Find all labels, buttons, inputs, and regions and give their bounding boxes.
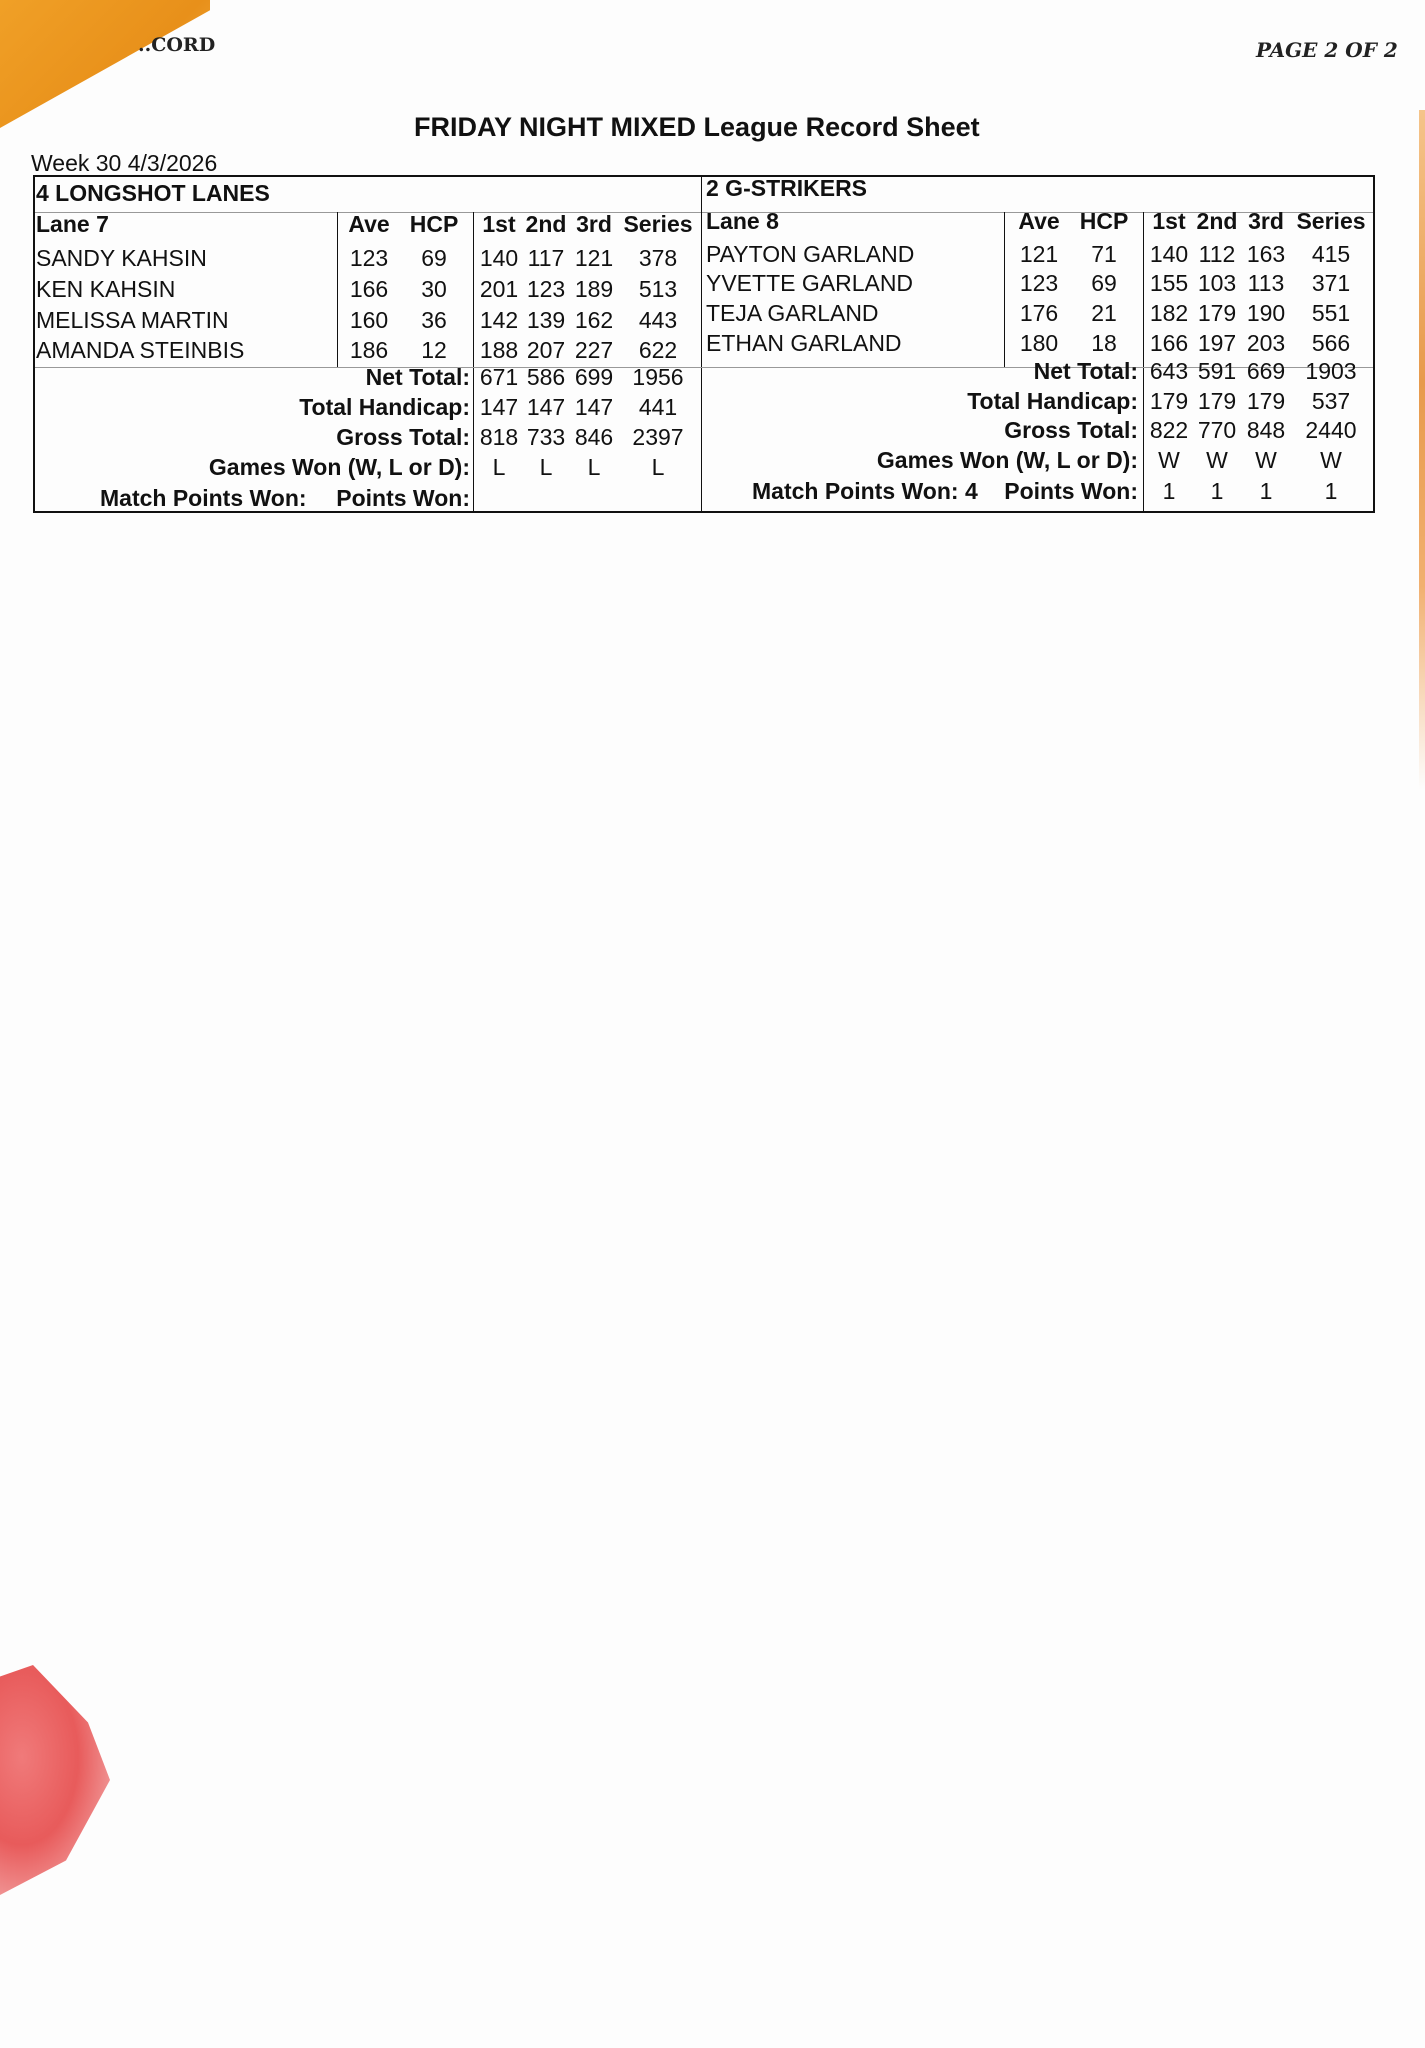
column-header: 2nd <box>1196 208 1238 234</box>
total-handicap-label: Total Handicap: <box>967 388 1138 414</box>
total-handicap-series: 441 <box>638 394 678 420</box>
team-name: 2 G-STRIKERS <box>706 175 868 201</box>
player-ave: 123 <box>349 245 389 271</box>
games-won-series: L <box>651 454 665 480</box>
player-g3: 162 <box>574 307 614 333</box>
net-total-series: 1956 <box>632 364 684 390</box>
player-name: SANDY KAHSIN <box>36 245 207 271</box>
player-g2: 207 <box>526 337 566 363</box>
player-g2: 103 <box>1197 270 1237 296</box>
player-hcp: 69 <box>1091 270 1117 296</box>
player-hcp: 12 <box>421 337 447 363</box>
page-number: PAGE 2 OF 2 <box>1256 38 1398 62</box>
column-header: Ave <box>348 211 390 237</box>
games-won-series: W <box>1320 447 1342 473</box>
player-g3: 163 <box>1246 241 1286 267</box>
games-won-label: Games Won (W, L or D): <box>876 447 1138 473</box>
column-header: Series <box>623 211 693 237</box>
column-header: 2nd <box>525 211 567 237</box>
gross-total-g3: 848 <box>1246 417 1286 443</box>
column-header: HCP <box>1079 208 1129 234</box>
team1-name-divider <box>337 212 338 367</box>
gross-total-label: Gross Total: <box>336 424 470 450</box>
week-label: Week 30 4/3/2026 <box>31 150 218 176</box>
player-name: YVETTE GARLAND <box>706 270 914 296</box>
column-header: Series <box>1296 208 1366 234</box>
player-g1: 182 <box>1149 300 1189 326</box>
points-won-g3: 1 <box>1259 478 1273 504</box>
total-handicap-series: 537 <box>1311 388 1351 414</box>
player-series: 371 <box>1311 270 1351 296</box>
player-g1: 166 <box>1149 330 1189 356</box>
player-g1: 140 <box>1149 241 1189 267</box>
player-g3: 121 <box>574 245 614 271</box>
total-handicap-g2: 147 <box>526 394 566 420</box>
orange-tab-decoration <box>0 0 210 128</box>
column-header: 1st <box>1152 208 1186 234</box>
gross-total-g2: 733 <box>526 424 566 450</box>
gross-total-g1: 822 <box>1149 417 1189 443</box>
total-handicap-g1: 179 <box>1149 388 1189 414</box>
player-g2: 123 <box>526 276 566 302</box>
player-name: KEN KAHSIN <box>36 276 176 302</box>
gross-total-series: 2440 <box>1305 417 1357 443</box>
player-series: 622 <box>638 337 678 363</box>
games-won-g2: L <box>539 454 553 480</box>
player-g1: 142 <box>479 307 519 333</box>
gross-total-g2: 770 <box>1197 417 1237 443</box>
points-won-series: 1 <box>1324 478 1338 504</box>
page-edge-decoration <box>1419 110 1425 790</box>
player-ave: 180 <box>1019 330 1059 356</box>
player-hcp: 30 <box>421 276 447 302</box>
player-ave: 123 <box>1019 270 1059 296</box>
net-total-g3: 699 <box>574 364 614 390</box>
column-header: 1st <box>482 211 516 237</box>
player-series: 378 <box>638 245 678 271</box>
player-g1: 155 <box>1149 270 1189 296</box>
net-total-g2: 591 <box>1197 358 1237 384</box>
total-handicap-g1: 147 <box>479 394 519 420</box>
player-series: 551 <box>1311 300 1351 326</box>
games-won-label: Games Won (W, L or D): <box>208 454 470 480</box>
player-hcp: 36 <box>421 307 447 333</box>
player-g2: 112 <box>1198 241 1236 267</box>
player-hcp: 18 <box>1091 330 1117 356</box>
column-header: 3rd <box>1248 208 1284 234</box>
player-name: MELISSA MARTIN <box>36 307 229 333</box>
player-g3: 227 <box>574 337 614 363</box>
player-ave: 186 <box>349 337 389 363</box>
player-g2: 197 <box>1197 330 1237 356</box>
team2-score-divider <box>1143 212 1144 511</box>
player-g2: 179 <box>1197 300 1237 326</box>
player-g3: 190 <box>1246 300 1286 326</box>
net-total-g2: 586 <box>526 364 566 390</box>
match-points-label: Match Points Won: 4 <box>752 478 978 504</box>
player-series: 513 <box>638 276 678 302</box>
player-g2: 117 <box>527 245 565 271</box>
corner-record-text: ..CORD <box>138 34 216 56</box>
team2-name-divider <box>1004 212 1005 367</box>
player-ave: 160 <box>349 307 389 333</box>
player-name: ETHAN GARLAND <box>706 330 902 356</box>
total-handicap-g3: 179 <box>1246 388 1286 414</box>
player-name: PAYTON GARLAND <box>706 241 915 267</box>
games-won-g2: W <box>1206 447 1228 473</box>
player-g3: 203 <box>1246 330 1286 356</box>
team-divider <box>701 177 702 511</box>
sheet-title: FRIDAY NIGHT MIXED League Record Sheet <box>414 112 980 142</box>
player-g3: 113 <box>1247 270 1285 296</box>
player-series: 415 <box>1311 241 1351 267</box>
player-ave: 176 <box>1019 300 1059 326</box>
net-total-g1: 671 <box>479 364 519 390</box>
points-won-label: Points Won: <box>1004 478 1138 504</box>
column-header: HCP <box>409 211 459 237</box>
games-won-g1: L <box>492 454 506 480</box>
match-points-label: Match Points Won: <box>100 485 307 511</box>
net-total-g1: 643 <box>1149 358 1189 384</box>
team-name: 4 LONGSHOT LANES <box>36 180 270 206</box>
player-series: 443 <box>638 307 678 333</box>
gross-total-series: 2397 <box>632 424 684 450</box>
total-handicap-g3: 147 <box>574 394 614 420</box>
points-won-g1: 1 <box>1162 478 1176 504</box>
player-g1: 140 <box>479 245 519 271</box>
net-total-label: Net Total: <box>1033 358 1138 384</box>
column-header: 3rd <box>576 211 612 237</box>
player-g3: 189 <box>574 276 614 302</box>
player-hcp: 71 <box>1091 241 1117 267</box>
player-name: AMANDA STEINBIS <box>36 337 245 363</box>
player-hcp: 69 <box>421 245 447 271</box>
games-won-g3: L <box>587 454 601 480</box>
net-total-label: Net Total: <box>365 364 470 390</box>
gross-total-g3: 846 <box>574 424 614 450</box>
games-won-g1: W <box>1158 447 1180 473</box>
player-name: TEJA GARLAND <box>706 300 879 326</box>
gross-total-label: Gross Total: <box>1004 417 1138 443</box>
net-total-g3: 669 <box>1246 358 1286 384</box>
player-series: 566 <box>1311 330 1351 356</box>
points-won-g2: 1 <box>1210 478 1224 504</box>
lane-label: Lane 8 <box>706 208 779 234</box>
gross-total-g1: 818 <box>479 424 519 450</box>
points-won-label: Points Won: <box>336 485 470 511</box>
games-won-g3: W <box>1255 447 1277 473</box>
column-header: Ave <box>1018 208 1060 234</box>
lane-label: Lane 7 <box>36 211 109 237</box>
team1-score-divider <box>473 212 474 511</box>
total-handicap-g2: 179 <box>1197 388 1237 414</box>
net-total-series: 1903 <box>1305 358 1357 384</box>
player-g1: 201 <box>479 276 519 302</box>
player-hcp: 21 <box>1091 300 1117 326</box>
thumb-decoration <box>0 1665 110 1895</box>
total-handicap-label: Total Handicap: <box>299 394 470 420</box>
player-g2: 139 <box>526 307 566 333</box>
player-ave: 166 <box>349 276 389 302</box>
player-ave: 121 <box>1019 241 1059 267</box>
player-g1: 188 <box>479 337 519 363</box>
